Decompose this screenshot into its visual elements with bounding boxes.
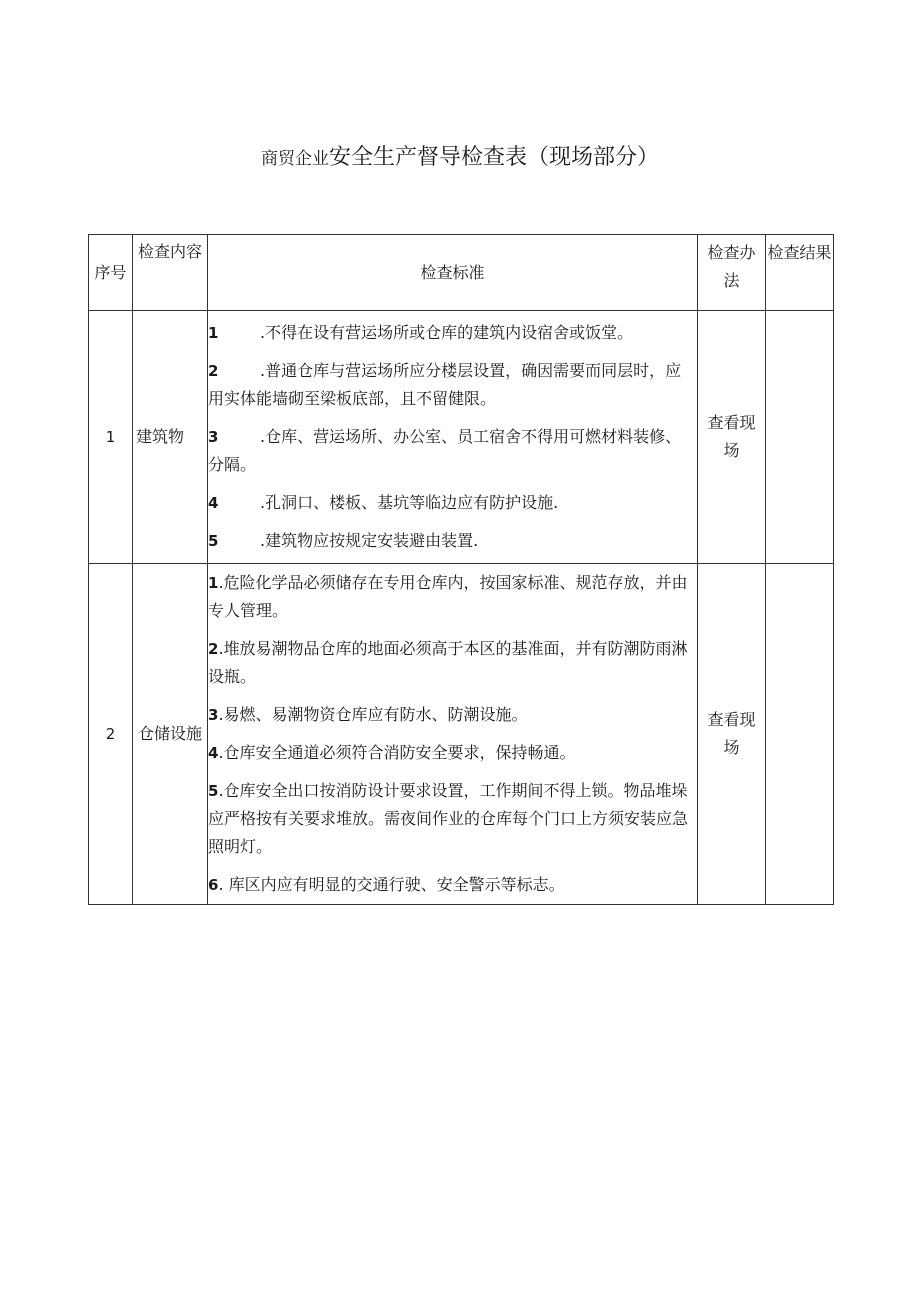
standard-num: 1 xyxy=(208,324,219,342)
standard-num: 2 xyxy=(208,640,219,658)
header-content-label: 检查内容 xyxy=(138,242,203,261)
standard-num: 5 xyxy=(208,782,219,800)
standard-text: .仓库安全出口按消防设计要求设置，工作期间不得上锁。物品堆垛应严格按有关要求堆放。需夜间作业的仓库每个门口上方须安装应急照明灯。 xyxy=(208,781,689,856)
row-method xyxy=(698,311,766,564)
standard-text: .堆放易潮物品仓库的地面必须高于本区的基准面，并有防潮防雨淋设瓶。 xyxy=(208,639,688,686)
standard-text: .仓库安全通道必须符合消防安全要求，保持畅通。 xyxy=(218,743,576,762)
row-method-label: 查看现场 xyxy=(707,413,756,460)
standard-text: .孔洞口、楼板、基坑等临边应有防护设施. xyxy=(260,493,559,512)
row-content-label: 仓储设施 xyxy=(138,724,203,743)
standard-text: .不得在设有营运场所或仓库的建筑内设宿舍或饭堂。 xyxy=(260,323,634,342)
row-method-label: 查看现场 xyxy=(707,710,756,757)
row-standards xyxy=(208,564,698,905)
standard-item xyxy=(208,527,697,555)
standard-text: .建筑物应按规定安装避由装置. xyxy=(260,531,479,550)
standard-text: .易燃、易潮物资仓库应有防水、防潮设施。 xyxy=(218,705,528,724)
row-index: 2 xyxy=(89,564,133,905)
row-method xyxy=(698,564,766,905)
standard-text: .普通仓库与营运场所应分楼层设置，确因需要而同层时，应用实体能墙砌至梁板底部，且不留健限。 xyxy=(208,361,682,408)
row-content: 建筑物 xyxy=(133,311,208,564)
header-standard: 检查标准 xyxy=(208,235,698,311)
standard-text: .危险化学品必须储存在专用仓库内，按国家标准、规范存放，并由专人管理。 xyxy=(208,573,688,620)
page-title xyxy=(0,143,920,174)
header-result-label: 检查结果 xyxy=(767,243,832,262)
standard-num: 2 xyxy=(208,362,219,380)
table-row xyxy=(89,311,834,564)
header-method-label: 检查办法 xyxy=(707,243,756,290)
standard-num: 5 xyxy=(208,532,219,550)
row-index: 1 xyxy=(89,311,133,564)
table-header-row xyxy=(89,235,834,311)
standard-item xyxy=(208,423,697,479)
standard-text: . 库区内应有明显的交通行驶、安全警示等标志。 xyxy=(218,875,565,894)
header-content xyxy=(133,235,208,311)
title-main: 安全生产督导检查表（现场部分） xyxy=(328,145,659,170)
row-result xyxy=(766,564,834,905)
standard-item xyxy=(208,701,697,729)
standard-item xyxy=(208,489,697,517)
title-prefix: 商贸企业 xyxy=(260,149,329,169)
header-index xyxy=(89,235,133,311)
header-index-label: 序号 xyxy=(94,262,127,282)
standard-item xyxy=(208,635,697,691)
standard-num: 4 xyxy=(208,744,219,762)
standard-num: 3 xyxy=(208,428,219,446)
standard-num: 4 xyxy=(208,494,219,512)
row-result xyxy=(766,311,834,564)
header-method xyxy=(698,235,766,311)
standard-item xyxy=(208,739,697,767)
standard-num: 1 xyxy=(208,574,219,592)
row-content xyxy=(133,564,208,905)
standard-item xyxy=(208,319,697,347)
standard-item xyxy=(208,357,697,413)
standard-item xyxy=(208,777,697,861)
inspection-table xyxy=(88,234,834,905)
standard-num: 6 xyxy=(208,876,219,894)
standard-num: 3 xyxy=(208,706,219,724)
standard-text: .仓库、营运场所、办公室、员工宿舍不得用可燃材料装修、分隔。 xyxy=(208,427,682,474)
standard-item xyxy=(208,871,697,899)
standard-item xyxy=(208,569,697,625)
table-row xyxy=(89,564,834,905)
header-result xyxy=(766,235,834,311)
row-standards xyxy=(208,311,698,564)
